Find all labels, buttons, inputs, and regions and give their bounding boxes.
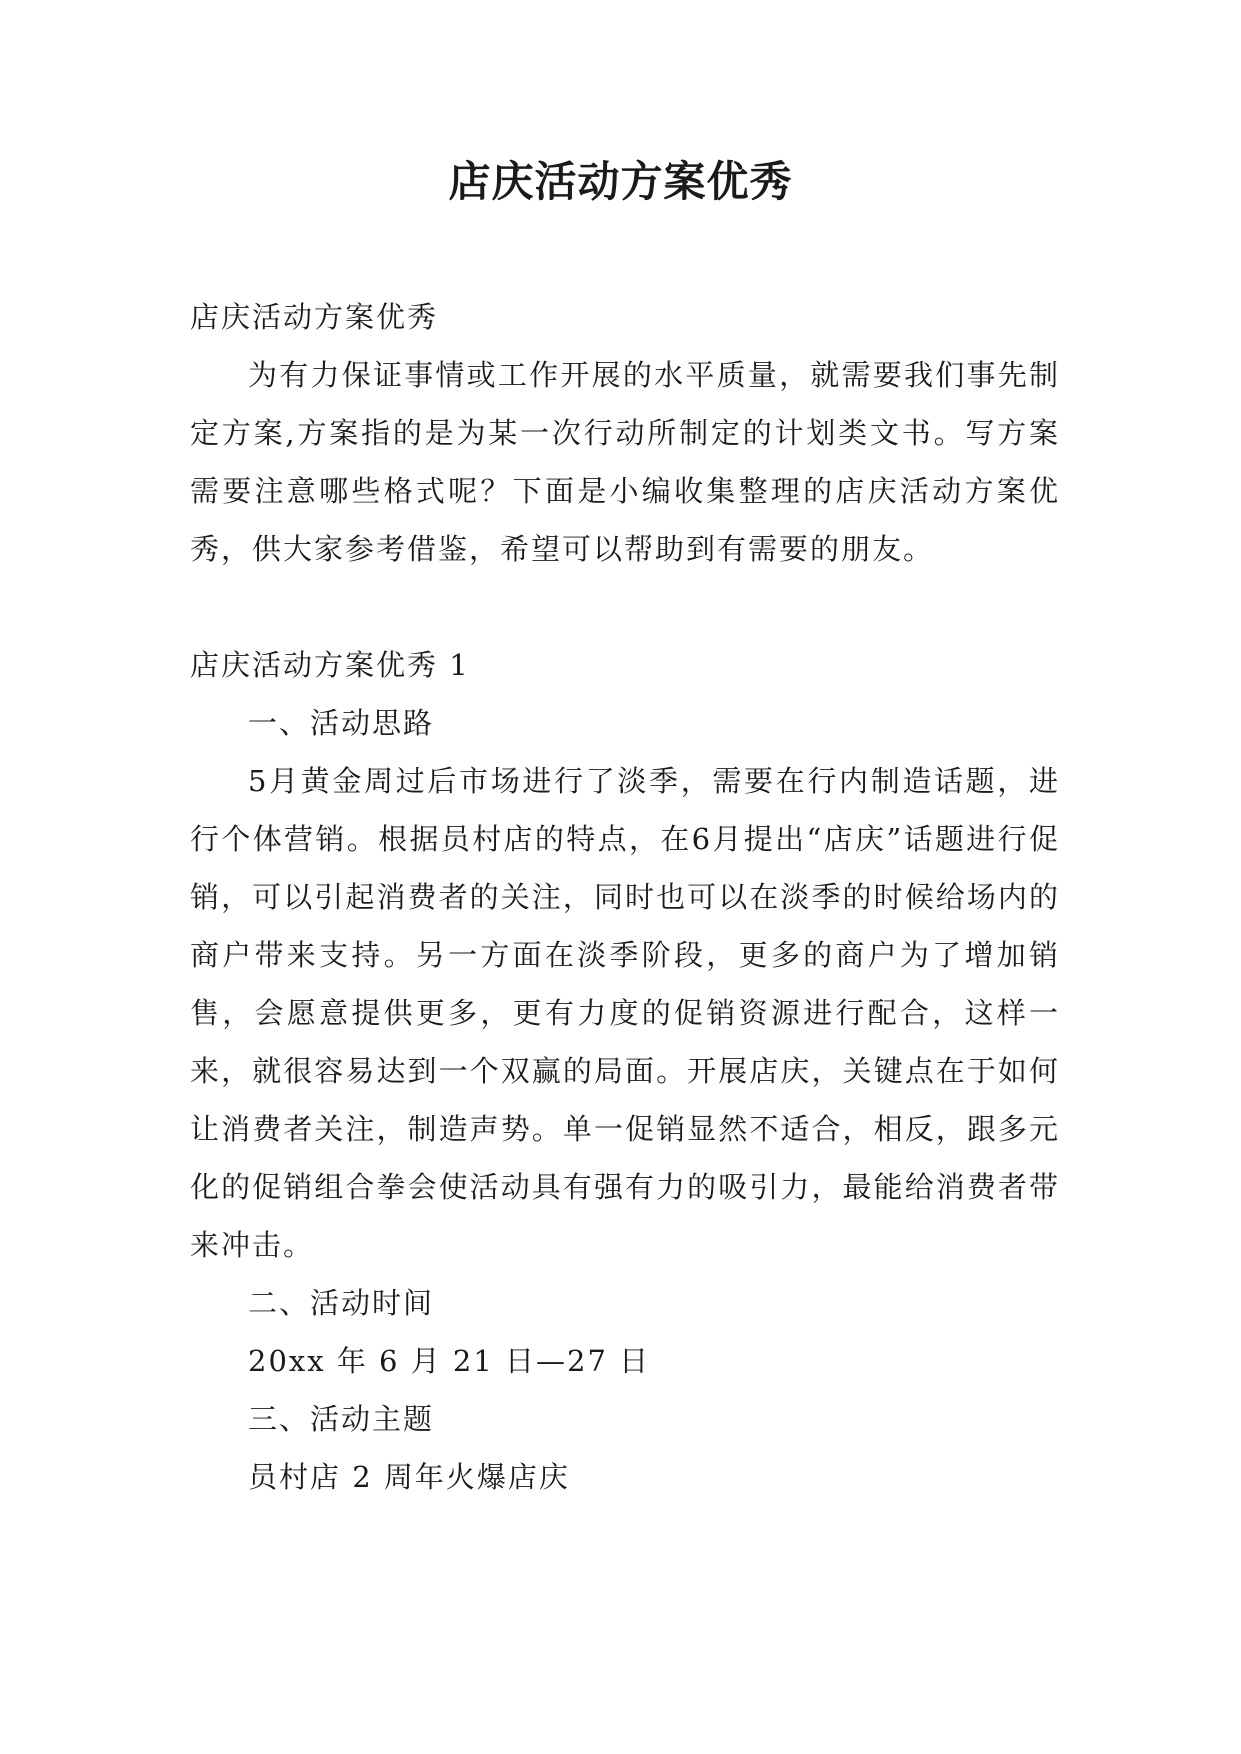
- heading-activity-idea: 一、活动思路: [248, 706, 435, 740]
- section-spacer: [190, 578, 1060, 636]
- heading-activity-time: 二、活动时间: [248, 1286, 435, 1320]
- paragraph-activity-time: 20xx 年 6 月 21 日—27 日: [248, 1344, 651, 1378]
- intro-paragraph: 为有力保证事情或工作开展的水平质量，就需要我们事先制定方案,方案指的是为某一次行动所制定的计划类文书。写方案需要注意哪些格式呢？下面是小编收集整理的店庆活动方案优秀，供大家参考借鉴，希望可以帮助到有需要的朋友。: [190, 358, 1060, 566]
- heading-activity-theme: 三、活动主题: [248, 1402, 435, 1436]
- paragraph-activity-idea: 5月黄金周过后市场进行了淡季，需要在行内制造话题，进行个体营销。根据员村店的特点，在6月提出“店庆”话题进行促销，可以引起消费者的关注，同时也可以在淡季的时候给场内的商户带来支持。另一方面在淡季阶段，更多的商户为了增加销售，会愿意提供更多，更有力度的促销资源进行配合，这样一来，就很容易达到一个双赢的局面。开展店庆，关键点在于如何让消费者关注，制造声势。单一促销显然不适合，相反，跟多元化的促销组合拳会使活动具有强有力的吸引力，最能给消费者带来冲击。: [190, 764, 1060, 1262]
- document-subtitle: 店庆活动方案优秀: [190, 300, 439, 334]
- section-title: 店庆活动方案优秀 1: [190, 648, 470, 682]
- document-body: [190, 288, 1060, 1506]
- paragraph-activity-theme: 员村店 2 周年火爆店庆: [248, 1460, 570, 1494]
- document-title: 店庆活动方案优秀: [448, 157, 793, 206]
